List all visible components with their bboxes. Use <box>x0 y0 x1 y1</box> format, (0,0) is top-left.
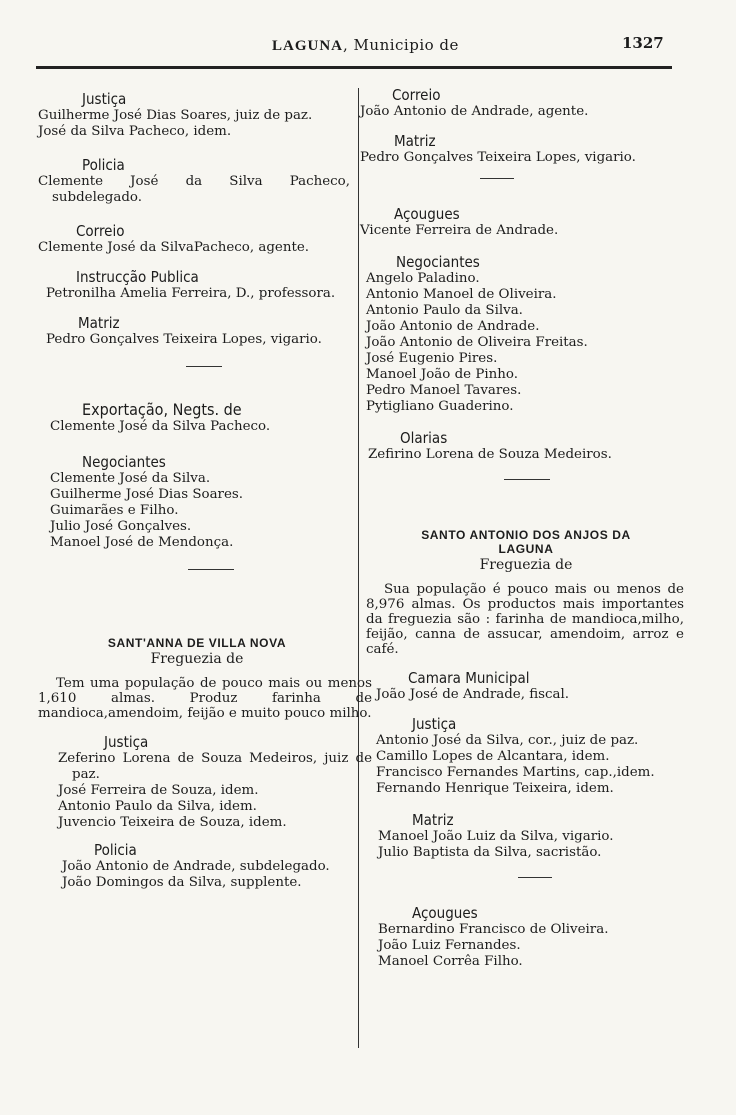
list-item: Clemente José da Silva. <box>50 471 211 486</box>
section-title-santo-antonio: SANTO ANTONIO DOS ANJOS DA <box>421 528 631 542</box>
list-item: Bernardino Francisco de Oliveira. <box>378 922 609 937</box>
list-item: Guilherme José Dias Soares, juiz de paz. <box>38 108 313 123</box>
list-item: Julio José Gonçalves. <box>50 519 192 534</box>
divider <box>188 569 234 570</box>
divider <box>480 178 514 179</box>
list-item: Fernando Henrique Teixeira, idem. <box>376 781 614 796</box>
section-paragraph: Tem uma população de pouco mais ou menos 1,610 almas. Produz farinha de mandioca,amendoim, feijão e muito pouco milho. <box>38 676 372 721</box>
list-item: Zeferino Lorena de Souza Medeiros, juiz de paz. <box>58 751 372 782</box>
list-item: Pytigliano Guaderino. <box>366 399 514 414</box>
heading-justica: Justiça <box>82 90 127 108</box>
list-item: João Antonio de Andrade, agente. <box>360 104 589 119</box>
page-number: 1327 <box>622 34 664 52</box>
section-subtitle: Freguezia de <box>150 651 244 667</box>
section-title-santanna: SANT'ANNA DE VILLA NOVA <box>107 636 287 650</box>
divider <box>186 366 222 367</box>
heading-matriz: Matriz <box>412 811 454 829</box>
list-item: Pedro Manoel Tavares. <box>366 383 522 398</box>
heading-policia: Policia <box>94 841 137 859</box>
heading-camara-municipal: Camara Municipal <box>408 669 530 687</box>
list-item: Camillo Lopes de Alcantara, idem. <box>376 749 610 764</box>
list-policia <box>38 859 356 891</box>
section-paragraph: Sua população é pouco mais ou menos de 8,976 almas. Os productos mais importantes da freguezia são : farinha de mandioca,milho, feijão, canna de assucar, amendoim, arroz e café. <box>366 582 684 657</box>
section-title-line2: LAGUNA <box>498 542 554 556</box>
page-header <box>36 30 676 70</box>
list-item: José Ferreira de Souza, idem. <box>58 783 259 798</box>
divider <box>504 479 550 480</box>
list-item: João Luiz Fernandes. <box>378 938 521 953</box>
heading-acougues: Açougues <box>394 205 460 223</box>
list-item: Clemente José da SilvaPacheco, agente. <box>38 240 310 255</box>
heading-correio: Correio <box>392 86 441 104</box>
list-item: Antonio Manoel de Oliveira. <box>366 287 557 302</box>
heading-policia: Policia <box>82 156 125 174</box>
heading-acougues: Açougues <box>412 904 478 922</box>
list-justica <box>38 751 372 831</box>
heading-justica: Justiça <box>104 733 149 751</box>
list-item: João Domingos da Silva, supplente. <box>62 875 302 890</box>
list-item: Antonio José da Silva, cor., juiz de paz. <box>376 733 639 748</box>
list-item: Manoel José de Mendonça. <box>50 535 234 550</box>
heading-exportacao: Exportação, Negts. de <box>82 400 242 419</box>
heading-matriz: Matriz <box>394 132 436 150</box>
list-item: Guimarães e Filho. <box>50 503 179 518</box>
list-item: Clemente José da Silva Pacheco, subdelegado. <box>38 174 350 205</box>
running-title: LAGUNA, Municipio de <box>272 36 459 54</box>
heading-olarias: Olarias <box>400 429 448 447</box>
list-item: Francisco Fernandes Martins, cap.,idem. <box>376 765 655 780</box>
section-subtitle: Freguezia de <box>479 557 573 573</box>
left-column <box>38 90 372 891</box>
list-item: João José de Andrade, fiscal. <box>376 687 570 702</box>
heading-negociantes: Negociantes <box>82 453 166 471</box>
heading-instruccao: Instrucção Publica <box>76 268 199 286</box>
list-item: Petronilha Amelia Ferreira, D., professora. <box>46 286 336 301</box>
list-item: Vicente Ferreira de Andrade. <box>360 223 559 238</box>
list-item: Zefirino Lorena de Souza Medeiros. <box>368 447 612 462</box>
list-acougues <box>366 922 692 970</box>
list-negociantes <box>38 471 356 551</box>
list-item: Julio Baptista da Silva, sacristão. <box>378 845 602 860</box>
list-item: João Antonio de Andrade. <box>366 319 540 334</box>
heading-correio: Correio <box>76 222 125 240</box>
list-item: Pedro Gonçalves Teixeira Lopes, vigario. <box>360 150 636 165</box>
header-rule <box>36 66 672 69</box>
list-justica <box>366 733 692 797</box>
divider <box>518 877 552 878</box>
list-item: Antonio Paulo da Silva, idem. <box>58 799 257 814</box>
column-divider <box>358 88 359 1048</box>
heading-matriz: Matriz <box>78 314 120 332</box>
list-item: Antonio Paulo da Silva. <box>366 303 523 318</box>
list-matriz <box>366 829 692 861</box>
list-item: Manoel João Luiz da Silva, vigario. <box>378 829 614 844</box>
heading-negociantes: Negociantes <box>396 253 480 271</box>
list-item: Manoel Corrêa Filho. <box>378 954 523 969</box>
list-item: Manoel João de Pinho. <box>366 367 518 382</box>
list-item: Pedro Gonçalves Teixeira Lopes, vigario. <box>46 332 322 347</box>
list-item: João Antonio de Andrade, subdelegado. <box>62 859 330 874</box>
list-negociantes <box>366 271 692 415</box>
heading-justica: Justiça <box>412 715 457 733</box>
list-item: Clemente José da Silva Pacheco. <box>50 419 271 434</box>
list-item: José da Silva Pacheco, idem. <box>38 124 232 139</box>
list-item: José Eugenio Pires. <box>366 351 498 366</box>
list-item: Angelo Paladino. <box>366 271 480 286</box>
list-item: Juvencio Teixeira de Souza, idem. <box>58 815 287 830</box>
list-item: Guilherme José Dias Soares. <box>50 487 244 502</box>
list-item: João Antonio de Oliveira Freitas. <box>366 335 588 350</box>
list-justica <box>38 108 356 140</box>
right-column <box>360 86 692 970</box>
